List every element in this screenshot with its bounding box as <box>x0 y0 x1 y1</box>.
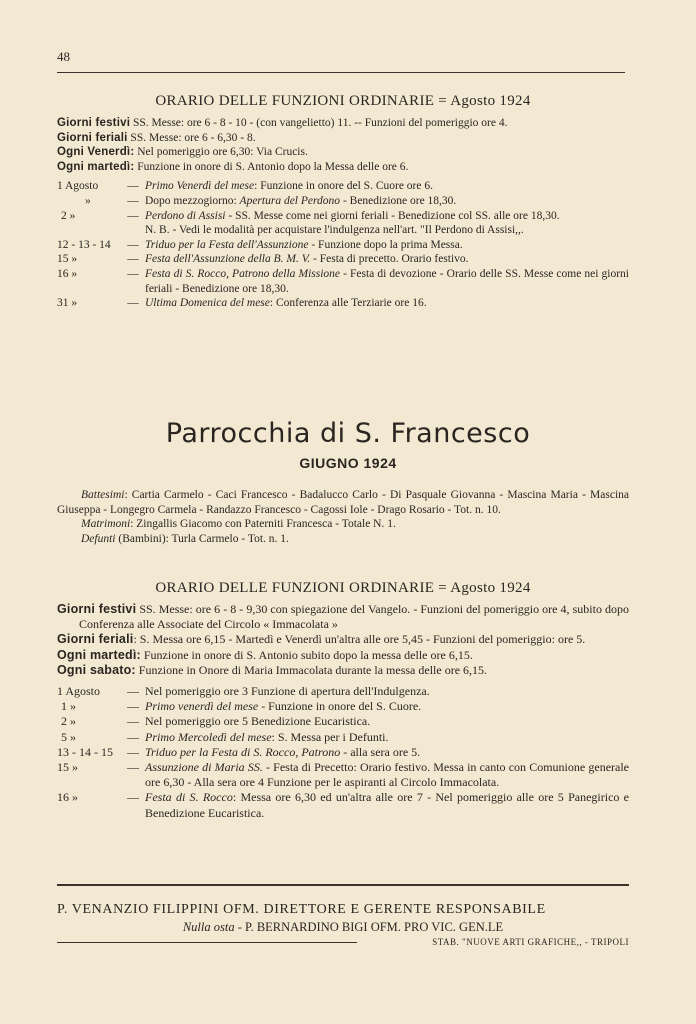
parish-title: Parrocchia di S. Francesco <box>165 418 531 449</box>
page-number: 48 <box>57 49 70 64</box>
calendar-row: N. B. - Vedi le modalità per acquistare l'indulgenza nell'art. "Il Perdono di Assisi,,. <box>145 224 524 237</box>
section-2-title: ORARIO DELLE FUNZIONI ORDINARIE = Agosto 1924 <box>155 580 531 596</box>
schedule-line: Giorni festivi SS. Messe: ore 6 - 8 - 9,30 con spiegazione del Vangelo. - Funzioni del pomeriggio ore 4, subito dopo Conferenza alle Associate del Circolo « Immacolata » <box>57 602 629 632</box>
calendar-row: 1 Agosto — Primo Venerdì del mese: Funzione in onore del S. Cuore ore 6. <box>57 180 433 193</box>
registry-deaths: Defunti (Bambini): Turla Carmelo - Tot. n. 1. <box>81 532 289 545</box>
schedule-line: Giorni festivi SS. Messe: ore 6 - 8 - 10 - (con vangelietto) 11. -- Funzioni del pomeriggio ore 4. <box>57 117 508 129</box>
calendar-row: 5 » — Primo Mercoledì del mese: S. Messa per i Defunti. <box>61 729 389 744</box>
calendar-row: 16 » — Festa di S. Rocco, Patrono della Missione - Festa di devozione - Orario delle SS. Messe come nei giorni feriali - Benedizione ore 18,30. <box>57 267 629 295</box>
footer-rule-top <box>57 884 629 886</box>
section-1-title: ORARIO DELLE FUNZIONI ORDINARIE = Agosto 1924 <box>155 93 531 109</box>
top-rule <box>57 72 625 73</box>
section-2 <box>57 580 629 821</box>
section-1-lines <box>57 116 629 174</box>
calendar-row: » — Dopo mezzogiorno: Apertura del Perdono - Benedizione ore 18,30. <box>85 194 457 207</box>
calendar-row: 2 » — Perdono di Assisi - SS. Messe come nei giorni feriali - Benedizione col SS. alle ore 18,30. <box>61 209 560 222</box>
footer-nulla-osta: Nulla osta - P. BERNARDINO BIGI OFM. PRO VIC. GEN.LE <box>182 920 504 934</box>
calendar-row: 15 » — Festa dell'Assunzione della B. M. V. - Festa di precetto. Orario festivo. <box>57 253 469 266</box>
registry-marriages: Matrimoni: Zingallis Giacomo con Paterniti Francesca - Totale N. 1. <box>81 518 396 531</box>
section-1 <box>57 93 629 311</box>
footer-director: P. VENANZIO FILIPPINI OFM. DIRETTORE E GERENTE RESPONSABILE <box>57 902 546 917</box>
schedule-line: Ogni martedì: Funzione in onore di S. Antonio dopo la Messa delle ore 6. <box>57 160 409 173</box>
calendar-row: 31 » — Ultima Domenica del mese: Conferenza alle Terziarie ore 16. <box>57 297 427 310</box>
registry-baptisms: Battesimi: Cartia Carmelo - Caci Francesco - Badalucco Carlo - Di Pasquale Giovanna - Mascina Maria - Mascina Giuseppa - Longegro Carmela - Randazzo Francesco - Cagossi Iole - Drago Rosario - Tot. n. 10. <box>57 489 629 516</box>
calendar-row: 12 - 13 - 14 — Triduo per la Festa dell'Assunzione - Funzione dopo la prima Messa. <box>57 238 463 251</box>
calendar-row: 1 Agosto — Nel pomeriggio ore 3 Funzione di apertura dell'Indulgenza. <box>57 684 430 699</box>
schedule-line: Giorni feriali SS. Messe: ore 6 - 6,30 - 8. <box>57 131 256 144</box>
calendar-row: 16 » — Festa di S. Rocco: Messa ore 6,30 ed un'altra alle ore 7 - Nel pomeriggio alle ore 5 Panegirico e Benedizione Eucaristica. <box>57 790 629 820</box>
schedule-line: Giorni feriali: S. Messa ore 6,15 - Martedì e Venerdì un'altra alle ore 5,45 - Funzioni del pomeriggio: ore 5. <box>57 632 586 647</box>
footer-printer: STAB. "NUOVE ARTI GRAFICHE,, - TRIPOLI <box>432 937 629 947</box>
calendar-row: 13 - 14 - 15 — Triduo per la Festa di S. Rocco, Patrono - alla sera ore 5. <box>57 744 421 759</box>
schedule-line: Ogni martedì: Funzione in onore di S. Antonio subito dopo la messa delle ore 6,15. <box>57 647 473 662</box>
schedule-line: Ogni sabato: Funzione in Onore di Maria Immacolata durante la messa delle ore 6,15. <box>57 662 488 677</box>
parish-subtitle: GIUGNO 1924 <box>299 455 397 471</box>
schedule-line: Ogni Venerdì: Nel pomeriggio ore 6,30: Via Crucis. <box>57 146 308 159</box>
parish-registry <box>57 488 629 546</box>
section-2-lines <box>57 602 629 678</box>
section-2-calendar <box>57 684 629 821</box>
calendar-row: 15 » — Assunzione di Maria SS. - Festa di Precetto: Orario festivo. Messa in canto con Comunione generale ore 6,30 - Alla sera ore 4 Funzione per le aspiranti al Circolo Immacolata. <box>57 760 629 790</box>
section-1-calendar <box>57 179 629 310</box>
calendar-row: 1 » — Primo venerdì del mese - Funzione in onore del S. Cuore. <box>61 699 422 714</box>
calendar-row: 2 » — Nel pomeriggio ore 5 Benedizione Eucaristica. <box>61 714 371 729</box>
